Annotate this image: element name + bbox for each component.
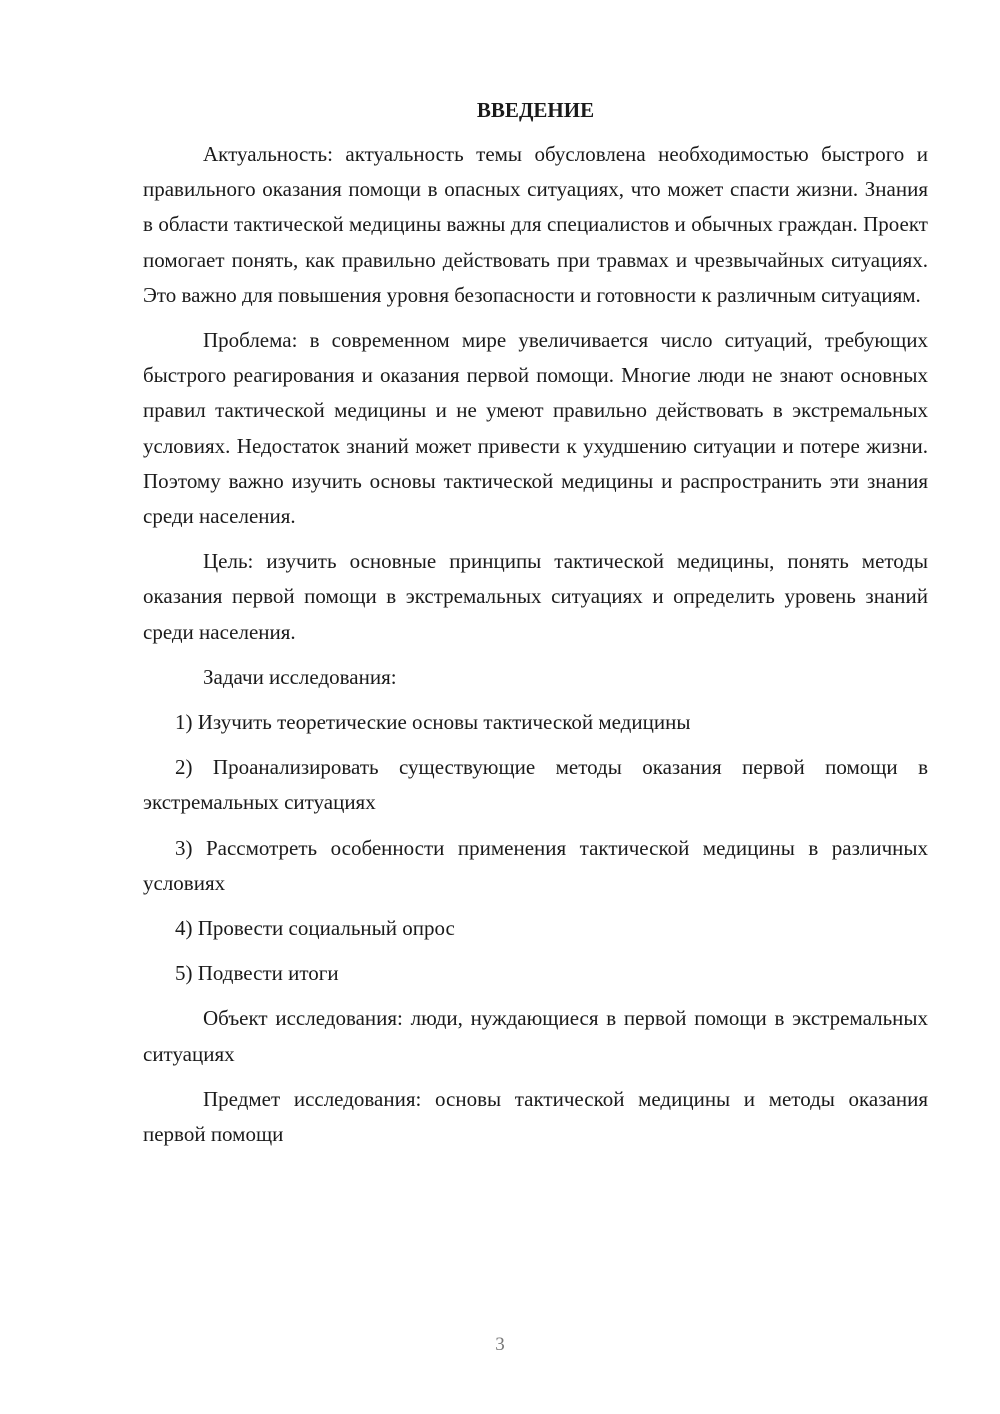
tasks-heading: Задачи исследования: <box>203 664 397 689</box>
task-item: 4) Провести социальный опрос <box>175 916 455 941</box>
research-subject-paragraph: Предмет исследования: основы тактической медицины и методы оказания первой помощи <box>143 1086 928 1147</box>
relevance-paragraph: Актуальность: актуальность темы обусловлена необходимостью быстрого и правильного оказания помощи в опасных ситуациях, что может спасти жизни. Знания в области тактической медицины важны для специалистов и обычных граждан. Проект помогает понять, как правильно действовать при травмах и чрезвычайных ситуациях. Это важно для повышения уровня безопасности и готовности к различным ситуациям. <box>143 142 928 307</box>
task-item: 5) Подвести итоги <box>175 961 339 986</box>
task-item: 1) Изучить теоретические основы тактической медицины <box>175 710 691 735</box>
task-item: 2) Проанализировать существующие методы оказания первой помощи в экстремальных ситуациях <box>143 755 928 815</box>
page-title: ВВЕДЕНИЕ <box>476 98 595 122</box>
page-number: 3 <box>495 1334 505 1355</box>
goal-paragraph: Цель: изучить основные принципы тактической медицины, понять методы оказания первой помощи в экстремальных ситуациях и определить уровень знаний среди населения. <box>143 549 928 644</box>
task-item: 3) Рассмотреть особенности применения тактической медицины в различных условиях <box>143 835 928 895</box>
research-object-paragraph: Объект исследования: люди, нуждающиеся в первой помощи в экстремальных ситуациях <box>143 1006 928 1066</box>
page-content <box>143 93 928 1162</box>
problem-paragraph: Проблема: в современном мире увеличивается число ситуаций, требующих быстрого реагирования и оказания первой помощи. Многие люди не знают основных правил тактической медицины и не умеют правильно действовать в экстремальных условиях. Недостаток знаний может привести к ухудшению ситуации и потере жизни. Поэтому важно изучить основы тактической медицины и распространить эти знания среди населения. <box>143 328 928 529</box>
